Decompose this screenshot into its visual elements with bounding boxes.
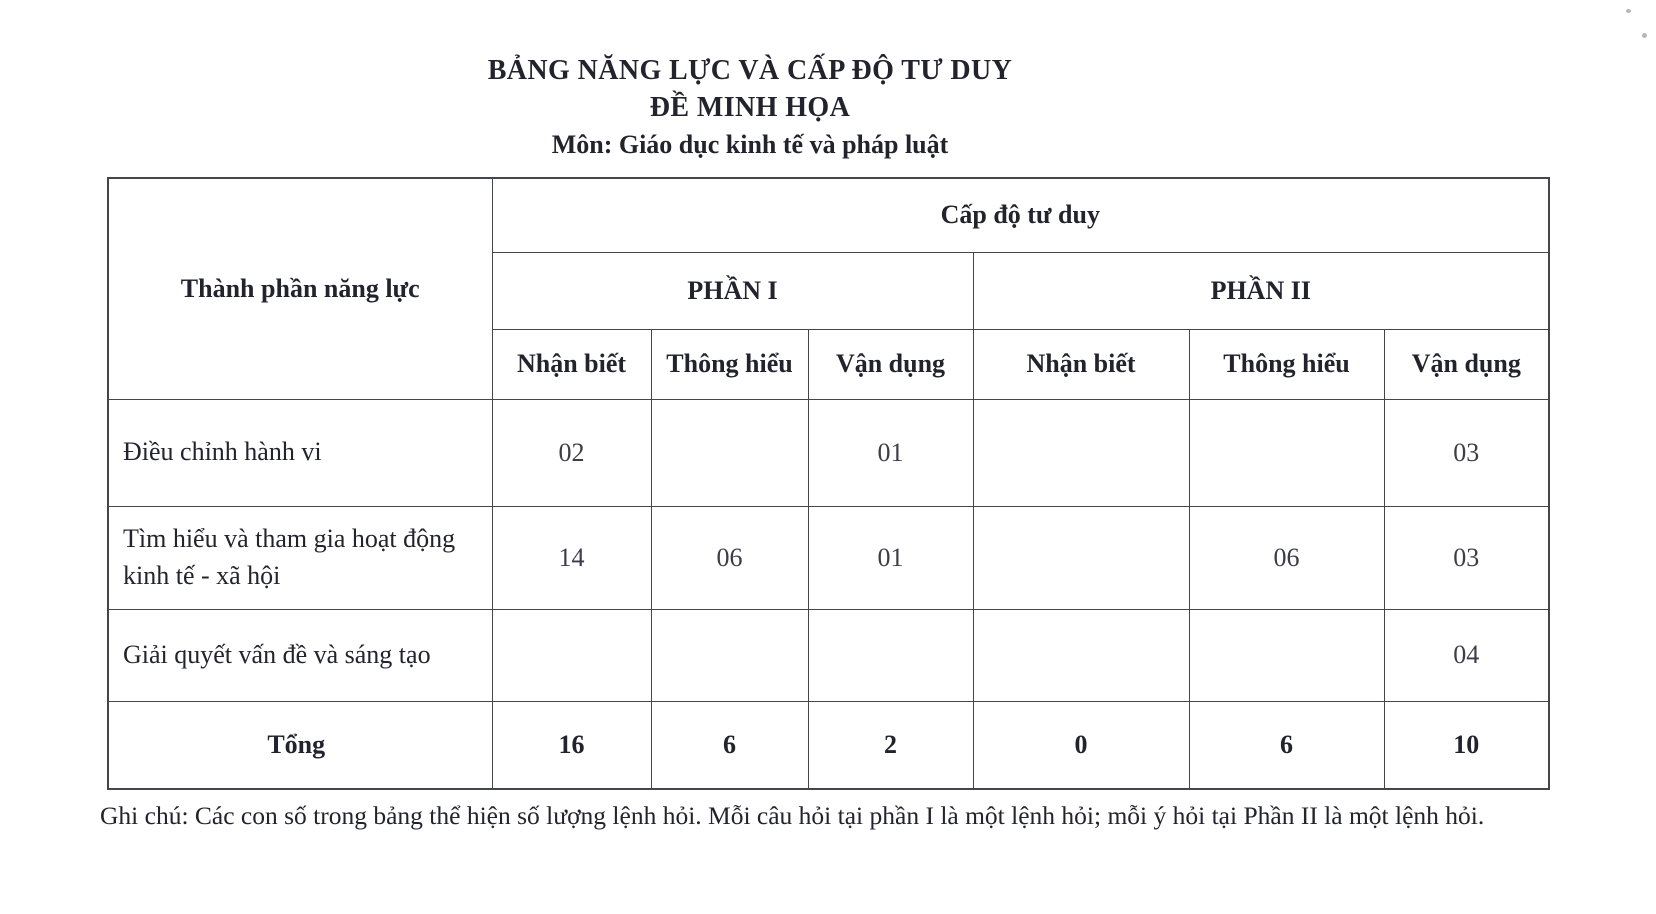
table-cell: 14 xyxy=(492,506,651,609)
column-header-level-p1-understand: Thông hiểu xyxy=(651,329,808,399)
table-cell: 01 xyxy=(808,399,973,506)
table-cell: 04 xyxy=(1384,609,1549,701)
table-cell-total: 6 xyxy=(1189,701,1384,789)
document-header xyxy=(0,54,1500,160)
table-cell: 03 xyxy=(1384,399,1549,506)
row-label: Điều chỉnh hành vi xyxy=(108,399,492,506)
table-cell-total: 16 xyxy=(492,701,651,789)
table-cell-total: 10 xyxy=(1384,701,1549,789)
table-cell xyxy=(492,609,651,701)
column-header-level-p1-apply: Vận dụng xyxy=(808,329,973,399)
table-cell: 06 xyxy=(1189,506,1384,609)
row-label-total: Tổng xyxy=(108,701,492,789)
column-header-level-p2-apply: Vận dụng xyxy=(1384,329,1549,399)
table-cell xyxy=(651,399,808,506)
row-label: Tìm hiểu và tham gia hoạt động kinh tế - xã hội xyxy=(108,506,492,609)
table-cell xyxy=(973,399,1189,506)
table-cell: 06 xyxy=(651,506,808,609)
table-row-economic-social-participation xyxy=(108,506,1549,609)
column-header-level-p2-recognize: Nhận biết xyxy=(973,329,1189,399)
document-title: BẢNG NĂNG LỰC VÀ CẤP ĐỘ TƯ DUY xyxy=(487,55,1013,86)
document-subject: Môn: Giáo dục kinh tế và pháp luật xyxy=(551,130,949,160)
footnote: Ghi chú: Các con số trong bảng thể hiện số lượng lệnh hỏi. Mỗi câu hỏi tại phần I là một lệnh hỏi; mỗi ý hỏi tại Phần II là một lệnh hỏi. xyxy=(100,801,1485,830)
table-row-behavior-adjustment xyxy=(108,399,1549,506)
table-cell-total: 6 xyxy=(651,701,808,789)
table-cell: 02 xyxy=(492,399,651,506)
table-cell-total: 2 xyxy=(808,701,973,789)
table-row-total xyxy=(108,701,1549,789)
row-label: Giải quyết vấn đề và sáng tạo xyxy=(108,609,492,701)
header-row-top xyxy=(108,178,1549,252)
scan-speck xyxy=(1626,9,1631,13)
column-header-competency: Thành phần năng lực xyxy=(108,178,492,399)
column-header-part2: PHẦN II xyxy=(973,252,1549,329)
table-row-problem-solving-creativity xyxy=(108,609,1549,701)
table-cell: 01 xyxy=(808,506,973,609)
competency-matrix-table xyxy=(107,177,1550,790)
column-header-level-p2-understand: Thông hiểu xyxy=(1189,329,1384,399)
table-cell xyxy=(973,506,1189,609)
table-cell xyxy=(651,609,808,701)
column-header-level-p1-recognize: Nhận biết xyxy=(492,329,651,399)
table-cell: 03 xyxy=(1384,506,1549,609)
scan-speck xyxy=(1642,33,1647,38)
table-cell xyxy=(1189,609,1384,701)
table-cell xyxy=(973,609,1189,701)
column-header-part1: PHẦN I xyxy=(492,252,973,329)
table-cell xyxy=(1189,399,1384,506)
document-subtitle: ĐỀ MINH HỌA xyxy=(649,91,851,123)
table-cell-total: 0 xyxy=(973,701,1189,789)
table-cell xyxy=(808,609,973,701)
column-header-thinking-level: Cấp độ tư duy xyxy=(492,178,1549,252)
